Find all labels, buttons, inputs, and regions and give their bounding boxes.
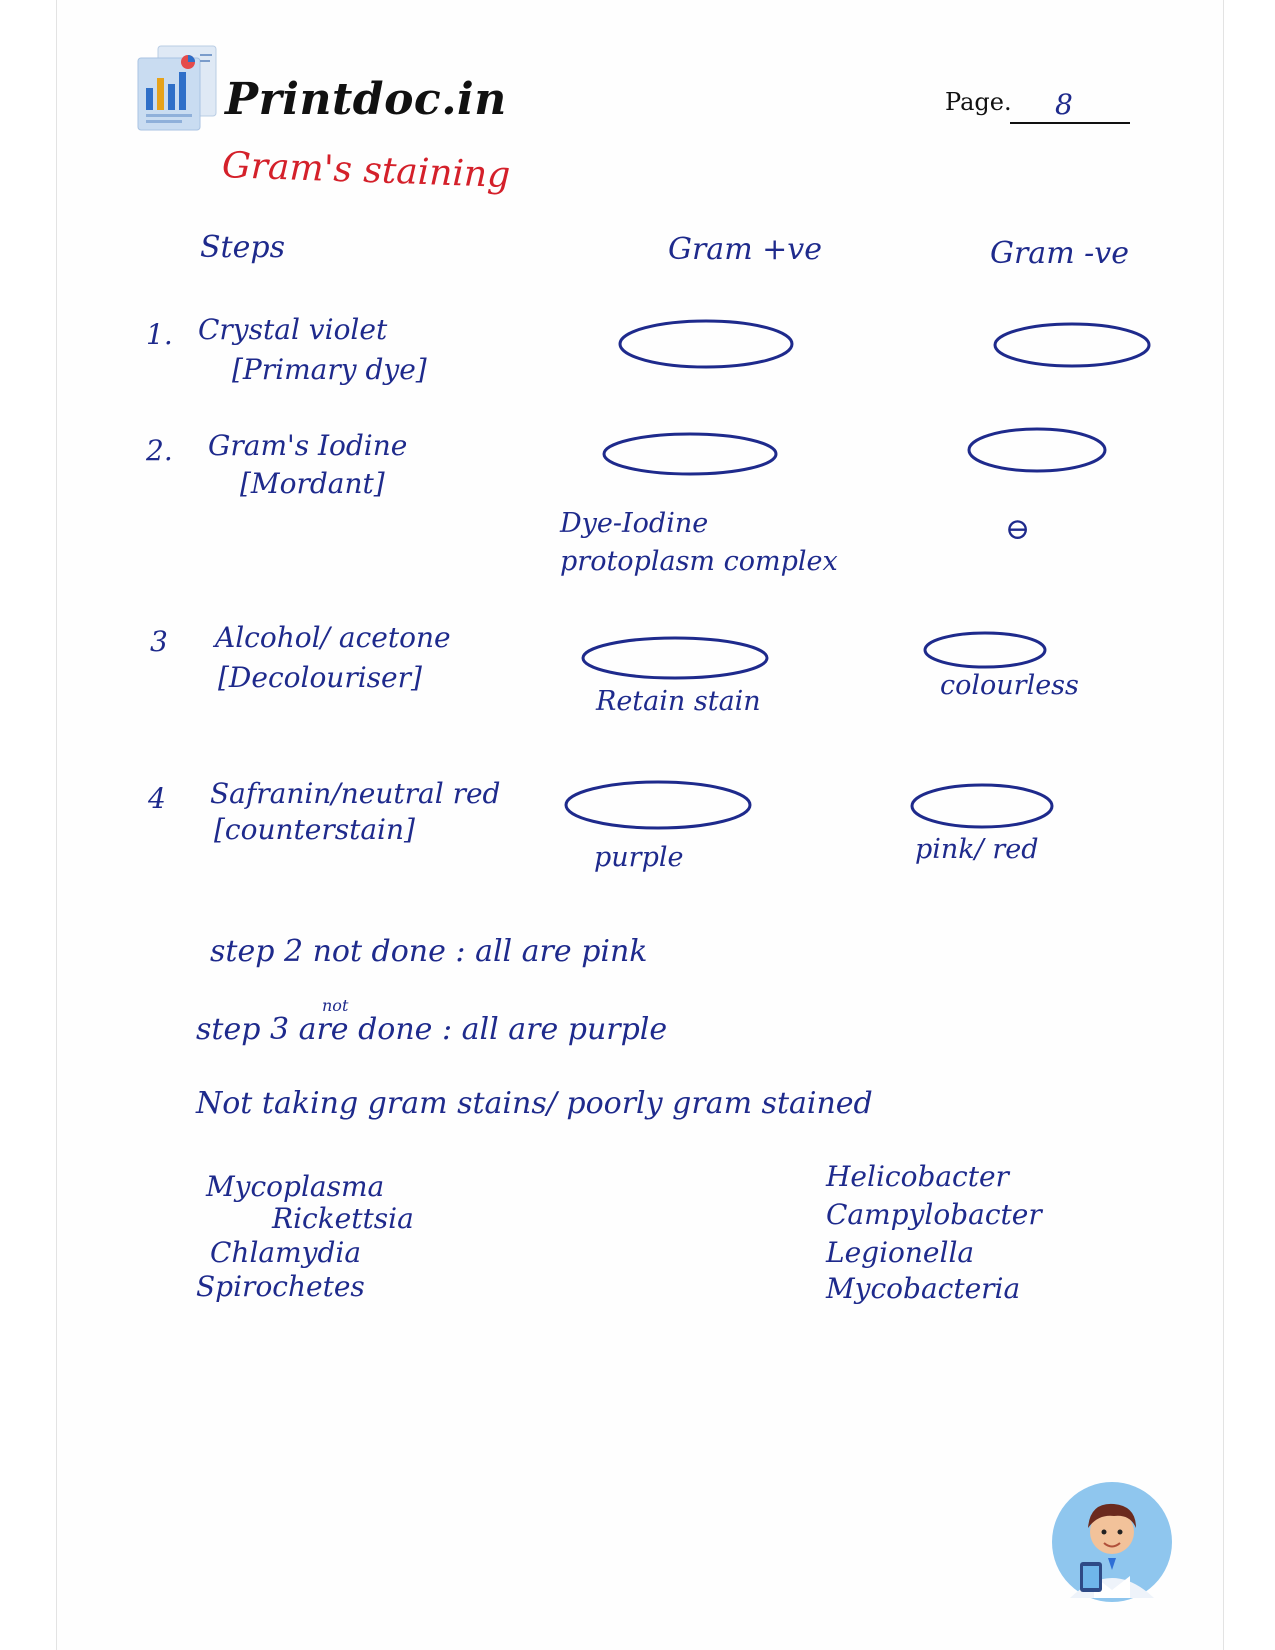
gram-positive-label: purple <box>594 842 684 873</box>
gram-negative-cell <box>925 633 1045 667</box>
gram-negative-label: colourless <box>940 670 1079 701</box>
organism-left: Chlamydia <box>210 1236 362 1269</box>
page-label: Page. <box>945 88 1012 116</box>
col-header-gram-negative: Gram -ve <box>990 236 1130 271</box>
step-reagent: Safranin/neutral red <box>210 777 501 810</box>
step-number: 2. <box>146 434 173 467</box>
step-number: 4 <box>148 782 166 815</box>
gram-negative-cell <box>912 785 1052 827</box>
gram-positive-cell <box>620 321 792 367</box>
mascot-icon <box>1050 1480 1174 1604</box>
page-number: 8 <box>1055 88 1073 121</box>
step-reagent: Gram's Iodine <box>208 429 408 462</box>
step-role: [Mordant] <box>240 467 385 500</box>
step-reagent: Crystal violet <box>198 313 388 346</box>
step-number: 1. <box>146 318 173 351</box>
col-header-gram-positive: Gram +ve <box>668 232 823 267</box>
organism-right: Helicobacter <box>826 1160 1009 1193</box>
step-role: [Decolouriser] <box>218 661 422 694</box>
note-step3: step 3 are done : all are purple <box>196 1012 668 1047</box>
col-header-steps: Steps <box>200 230 285 265</box>
organism-left: Rickettsia <box>272 1202 414 1235</box>
gram-positive-cell <box>566 782 750 828</box>
organism-right: Campylobacter <box>826 1198 1042 1231</box>
note-superscript: not <box>322 996 349 1015</box>
gram-positive-label: Retain stain <box>596 686 761 717</box>
gram-positive-label: Dye-Iodine protoplasm complex <box>560 508 838 577</box>
organism-left: Spirochetes <box>196 1270 365 1303</box>
note-step2: step 2 not done : all are pink <box>210 934 648 969</box>
organism-left: Mycoplasma <box>206 1170 385 1203</box>
step-role: [counterstain] <box>214 813 415 846</box>
negative-charge-symbol: ⊖ <box>1005 512 1031 547</box>
step-role: [Primary dye] <box>232 353 427 386</box>
gram-negative-label: pink/ red <box>915 834 1039 865</box>
page-title: Gram's staining <box>221 144 511 197</box>
organism-right: Legionella <box>826 1236 975 1269</box>
gram-negative-cell <box>995 324 1149 366</box>
logo-text: Printdoc.in <box>225 74 507 125</box>
gram-positive-cell <box>604 434 776 474</box>
organism-right: Mycobacteria <box>826 1272 1021 1305</box>
note-heading: Not taking gram stains/ poorly gram stained <box>196 1086 873 1121</box>
step-reagent: Alcohol/ acetone <box>215 621 451 654</box>
gram-positive-cell <box>583 638 767 678</box>
step-number: 3 <box>150 625 168 658</box>
gram-negative-cell <box>969 429 1105 471</box>
